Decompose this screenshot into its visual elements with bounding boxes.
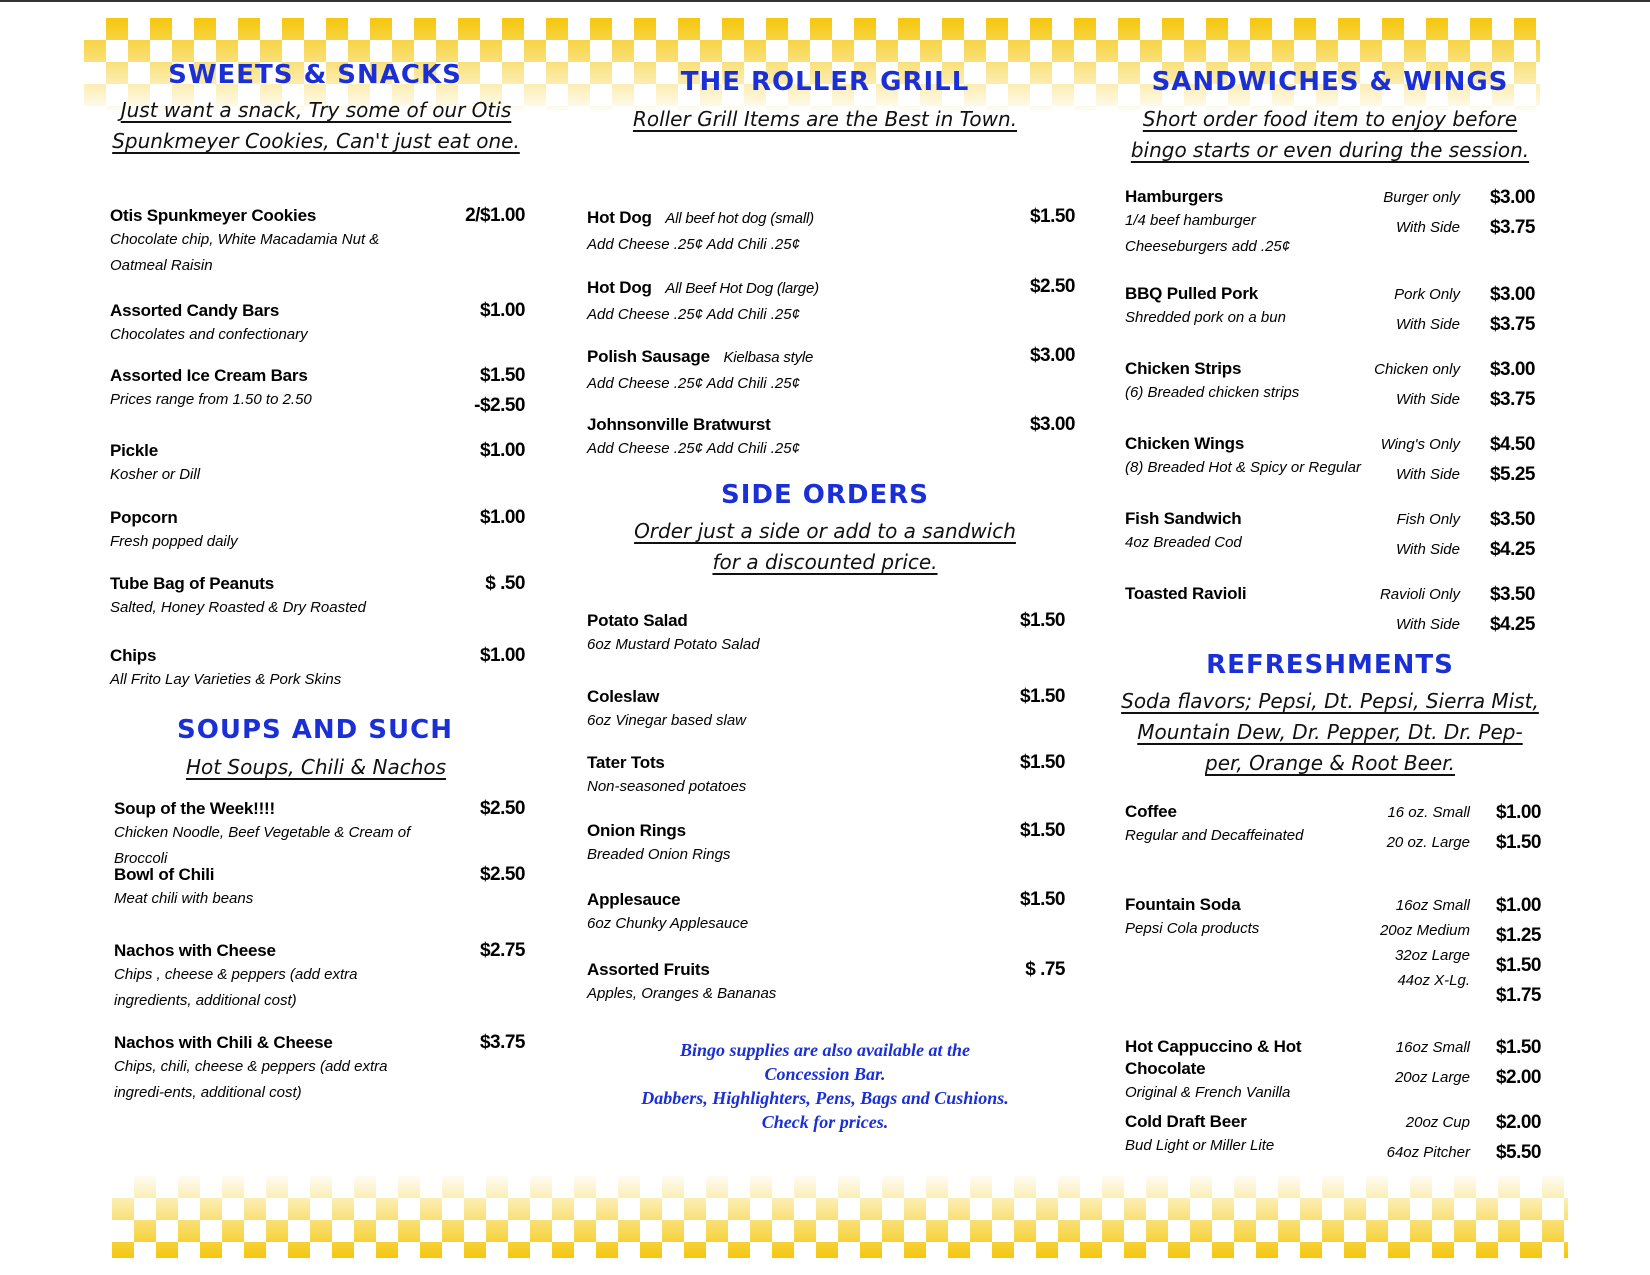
item-style: All beef hot dog (small) [665, 210, 814, 227]
item-name: BBQ Pulled Pork [1125, 284, 1259, 303]
item-description: Shredded pork on a bun [1125, 309, 1286, 326]
item-name: Popcorn [110, 508, 178, 527]
item-description: Cheeseburgers add .25¢ [1125, 238, 1291, 255]
item-description: Chocolates and confectionary [110, 326, 308, 343]
item-description: Add Cheese .25¢ Add Chili .25¢ [587, 306, 800, 323]
item-name: Chips [110, 646, 157, 665]
menu-item-popcorn [110, 507, 440, 555]
item-option: 20oz Cup [1405, 1114, 1470, 1131]
item-option: 20oz Medium [1379, 922, 1470, 939]
note-line: Bingo supplies are also available at the [679, 1040, 970, 1060]
note-line: Dabbers, Highlighters, Pens, Bags and Cushions. [641, 1088, 1009, 1108]
item-price: $4.50 [1489, 434, 1535, 455]
item-name: Chicken Wings [1125, 434, 1245, 453]
section-title-refreshments: REFRESHMENTS [1206, 650, 1454, 680]
menu-item-chicken-wings [1125, 433, 1375, 481]
item-price: $1.50 [1495, 832, 1541, 853]
item-style: Kielbasa style [723, 349, 814, 366]
item-name: Coleslaw [587, 687, 660, 706]
section-title-side-orders: SIDE ORDERS [720, 480, 929, 510]
item-option: With Side [1395, 391, 1460, 408]
item-price: $3.50 [1489, 584, 1535, 605]
item-price: $1.50 [1019, 610, 1065, 631]
item-name: Soup of the Week!!!! [114, 799, 275, 818]
item-description: Non-seasoned potatoes [587, 778, 747, 795]
item-name-text: Hot Dog [587, 278, 652, 297]
item-name [587, 276, 967, 302]
item-option: Fish Only [1396, 511, 1460, 528]
tagline-line: Order just a side or add to a sandwich [634, 519, 1016, 543]
item-description: Add Cheese .25¢ Add Chili .25¢ [587, 375, 800, 392]
section-tagline-sweets [96, 95, 536, 157]
item-description: Prices range from 1.50 to 2.50 [110, 391, 312, 408]
item-name: Nachos with Cheese [114, 941, 276, 960]
item-price-range: -$2.50 [474, 395, 525, 416]
item-description: 6oz Chunky Applesauce [587, 915, 749, 932]
item-option: With Side [1395, 541, 1460, 558]
item-option: 44oz X-Lg. [1397, 972, 1470, 989]
item-price: $3.00 [1489, 359, 1535, 380]
item-description: All Frito Lay Varieties & Pork Skins [110, 671, 342, 688]
item-description: 6oz Mustard Potato Salad [587, 636, 760, 653]
section-tagline-sandwiches [1100, 104, 1560, 166]
item-option: 64oz Pitcher [1386, 1144, 1470, 1161]
item-name: Assorted Candy Bars [110, 301, 280, 320]
item-name: Applesauce [587, 890, 681, 909]
item-style: All Beef Hot Dog (large) [665, 280, 819, 297]
item-price: $1.00 [479, 645, 525, 666]
item-price: 2/$1.00 [465, 205, 525, 226]
menu-item-hot-dog-large [587, 276, 967, 328]
item-name: Tater Tots [587, 753, 665, 772]
item-description: (8) Breaded Hot & Spicy or Regular [1125, 459, 1361, 476]
item-option: Burger only [1383, 189, 1460, 206]
note-line: Concession Bar. [764, 1064, 886, 1084]
item-description: Chips , cheese & peppers (add extra ingredients, additional cost) [114, 966, 358, 1009]
item-name: Coffee [1125, 802, 1177, 821]
menu-item-applesauce [587, 889, 947, 937]
section-title-soups: SOUPS AND SUCH [177, 715, 453, 745]
item-description: Breaded Onion Rings [587, 846, 731, 863]
item-name: Hot Cappuccino & Hot Chocolate [1125, 1037, 1302, 1078]
item-description: Salted, Honey Roasted & Dry Roasted [110, 599, 366, 616]
item-price: $4.25 [1489, 539, 1535, 560]
item-price: $ .50 [485, 573, 525, 594]
item-name: Tube Bag of Peanuts [110, 574, 275, 593]
item-description: Regular and Decaffeinated [1125, 827, 1304, 844]
tagline-line: bingo starts or even during the session. [1130, 138, 1530, 162]
item-option: 16oz Small [1395, 897, 1470, 914]
menu-item-cappuccino-chocolate [1125, 1036, 1375, 1106]
item-name: Otis Spunkmeyer Cookies [110, 206, 317, 225]
menu-item-draft-beer [1125, 1111, 1365, 1159]
item-option: 20oz Large [1394, 1069, 1470, 1086]
section-tagline-refreshments [1100, 686, 1560, 779]
menu-item-fish-sandwich [1125, 508, 1365, 556]
item-option: 32oz Large [1394, 947, 1470, 964]
item-price: $1.50 [1019, 820, 1065, 841]
item-price: $2.50 [479, 864, 525, 885]
checker-border-bottom [112, 1176, 1568, 1258]
item-description: Bud Light or Miller Lite [1125, 1137, 1275, 1154]
item-price: $2.50 [479, 798, 525, 819]
item-option: With Side [1395, 466, 1460, 483]
item-price: $1.00 [479, 507, 525, 528]
menu-item-soup-of-week [114, 798, 454, 872]
menu-item-ice-cream-bars [110, 365, 440, 413]
item-price: $2.50 [1029, 276, 1075, 297]
menu-item-hot-dog-small [587, 206, 967, 258]
item-name: Chicken Strips [1125, 359, 1242, 378]
item-price: $3.00 [1029, 414, 1075, 435]
item-name: Cold Draft Beer [1125, 1112, 1247, 1131]
item-price: $5.50 [1495, 1142, 1541, 1163]
item-name: Assorted Ice Cream Bars [110, 366, 308, 385]
menu-item-nachos-chili-cheese [114, 1032, 424, 1106]
item-price: $1.50 [1019, 686, 1065, 707]
item-price: $1.75 [1495, 985, 1541, 1006]
item-price: $1.50 [1495, 955, 1541, 976]
tagline-line: Hot Soups, Chili & Nachos [185, 755, 447, 779]
menu-item-polish-sausage [587, 345, 967, 397]
menu-item-cookies [110, 205, 430, 279]
menu-item-onion-rings [587, 820, 947, 868]
item-name: Fountain Soda [1125, 895, 1241, 914]
item-description: Add Cheese .25¢ Add Chili .25¢ [587, 236, 800, 253]
tagline-line: Short order food item to enjoy before [1142, 107, 1518, 131]
item-description: Chips, chili, cheese & peppers (add extra ingredi-ents, additional cost) [114, 1058, 388, 1101]
item-price: $3.75 [1489, 389, 1535, 410]
menu-item-tater-tots [587, 752, 947, 800]
item-price: $3.00 [1489, 187, 1535, 208]
item-description: Chicken Noodle, Beef Vegetable & Cream of Broccoli [114, 824, 411, 867]
tagline-line: per, Orange & Root Beer. [1205, 751, 1455, 775]
section-title-roller-grill: THE ROLLER GRILL [680, 67, 970, 97]
item-price: $1.00 [479, 440, 525, 461]
item-description: 6oz Vinegar based slaw [587, 712, 746, 729]
menu-item-candy-bars [110, 300, 440, 348]
item-option: 16 oz. Small [1387, 804, 1470, 821]
section-tagline-roller-grill [600, 104, 1050, 135]
item-option: Chicken only [1374, 361, 1460, 378]
tagline-line: Roller Grill Items are the Best in Town. [632, 107, 1018, 131]
item-description: Fresh popped daily [110, 533, 238, 550]
item-option: With Side [1395, 219, 1460, 236]
menu-item-bowl-of-chili [114, 864, 444, 912]
section-title-sandwiches: SANDWICHES & WINGS [1151, 67, 1509, 97]
menu-item-bratwurst [587, 414, 967, 462]
item-option: 16oz Small [1395, 1039, 1470, 1056]
item-price: $3.00 [1029, 345, 1075, 366]
item-option: Ravioli Only [1379, 586, 1460, 603]
item-price: $3.00 [1489, 284, 1535, 305]
item-price: $3.75 [1489, 314, 1535, 335]
item-name [587, 345, 967, 371]
menu-item-chicken-strips [1125, 358, 1365, 406]
tagline-line: for a discounted price. [712, 550, 938, 574]
item-price: $1.50 [1019, 889, 1065, 910]
item-price: $3.75 [1489, 217, 1535, 238]
item-name [587, 206, 967, 232]
item-description: Meat chili with beans [114, 890, 254, 907]
item-price: $2.00 [1495, 1067, 1541, 1088]
item-description: (6) Breaded chicken strips [1125, 384, 1300, 401]
item-description: Chocolate chip, White Macadamia Nut & Oatmeal Raisin [110, 231, 380, 274]
note-line: Check for prices. [761, 1112, 889, 1132]
item-option: With Side [1395, 616, 1460, 633]
item-price: $1.50 [1019, 752, 1065, 773]
item-price: $3.50 [1489, 509, 1535, 530]
tagline-line: Soda flavors; Pepsi, Dt. Pepsi, Sierra Mist, [1121, 689, 1539, 713]
tagline-line: Spunkmeyer Cookies, Can't just eat one. [112, 129, 520, 153]
item-name: Nachos with Chili & Cheese [114, 1033, 333, 1052]
item-description: Pepsi Cola products [1125, 920, 1260, 937]
item-price: $1.00 [479, 300, 525, 321]
menu-item-fountain-soda [1125, 894, 1365, 942]
menu-item-hamburgers [1125, 186, 1365, 260]
item-name-text: Polish Sausage [587, 347, 710, 366]
section-title-sweets: SWEETS & SNACKS [168, 60, 462, 90]
item-option: Pork Only [1394, 286, 1460, 303]
menu-item-pickle [110, 440, 440, 488]
menu-item-peanuts [110, 573, 440, 621]
item-option: 20 oz. Large [1386, 834, 1470, 851]
item-description: Apples, Oranges & Bananas [587, 985, 777, 1002]
menu-item-assorted-fruits [587, 959, 947, 1007]
menu-item-coffee [1125, 801, 1365, 849]
tagline-line: Mountain Dew, Dr. Pepper, Dt. Dr. Pep- [1137, 720, 1523, 744]
section-tagline-soups [96, 752, 536, 783]
item-description: Add Cheese .25¢ Add Chili .25¢ [587, 440, 800, 457]
item-name: Pickle [110, 441, 158, 460]
item-price: $1.50 [479, 365, 525, 386]
item-name: Hamburgers [1125, 187, 1224, 206]
item-option: Wing's Only [1380, 436, 1460, 453]
tagline-line: Just want a snack, Try some of our Otis [120, 98, 512, 122]
item-description: 1/4 beef hamburger [1125, 212, 1256, 229]
item-name: Assorted Fruits [587, 960, 710, 979]
item-name: Onion Rings [587, 821, 686, 840]
item-price: $1.00 [1495, 895, 1541, 916]
item-description: Kosher or Dill [110, 466, 201, 483]
item-price: $1.50 [1029, 206, 1075, 227]
bingo-supplies-note [590, 1038, 1060, 1134]
item-name-text: Hot Dog [587, 208, 652, 227]
item-price: $4.25 [1489, 614, 1535, 635]
menu-item-coleslaw [587, 686, 947, 734]
section-tagline-side-orders [600, 516, 1050, 578]
item-price: $2.00 [1495, 1112, 1541, 1133]
item-name: Fish Sandwich [1125, 509, 1242, 528]
menu-item-nachos-cheese [114, 940, 424, 1014]
item-name: Bowl of Chili [114, 865, 215, 884]
item-price: $1.50 [1495, 1037, 1541, 1058]
item-price: $3.75 [479, 1032, 525, 1053]
item-price: $2.75 [479, 940, 525, 961]
item-name: Potato Salad [587, 611, 688, 630]
item-description: 4oz Breaded Cod [1125, 534, 1242, 551]
menu-item-toasted-ravioli [1125, 583, 1365, 605]
menu-item-potato-salad [587, 610, 947, 658]
item-name: Toasted Ravioli [1125, 584, 1247, 603]
item-option: With Side [1395, 316, 1460, 333]
item-price: $5.25 [1489, 464, 1535, 485]
item-price: $1.00 [1495, 802, 1541, 823]
item-price: $1.25 [1495, 925, 1541, 946]
menu-item-chips [110, 645, 440, 693]
item-name: Johnsonville Bratwurst [587, 415, 771, 434]
menu-item-bbq-pulled-pork [1125, 283, 1365, 331]
top-rule [0, 0, 1650, 2]
item-price: $ .75 [1025, 959, 1065, 980]
item-description: Original & French Vanilla [1125, 1084, 1291, 1101]
